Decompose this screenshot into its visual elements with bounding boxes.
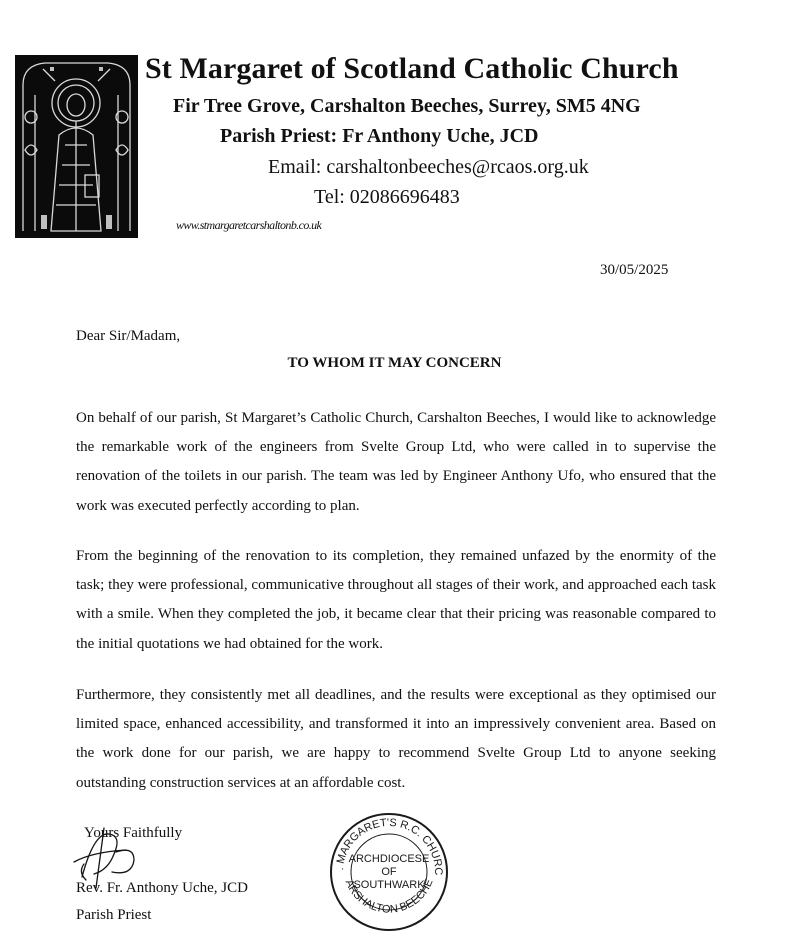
church-email: Email: carshaltonbeeches@rcaos.org.uk [268,156,589,178]
parish-stamp [327,810,451,934]
stamp-top-text: . MARGARET'S R.C. CHURC [334,816,445,876]
stamp-line-1: ARCHDIOCESE [348,853,430,865]
closing: Yours Faithfully [84,825,183,841]
salutation: Dear Sir/Madam, [76,328,181,344]
stained-glass-saint-icon [15,55,138,238]
letter-date: 30/05/2025 [600,262,669,278]
church-telephone: Tel: 02086696483 [314,186,460,208]
church-name: St Margaret of Scotland Catholic Church [145,52,679,85]
body-paragraph-2: From the beginning of the renovation to its completion, they remained unfazed by the enormity of the task; they were professional, communicative throughout all stages of their work, and approached each task with a smile. When they completed the job, it became clear that their pricing was reasonable compared to the initial quotations we had obtained for the work. [76,548,716,652]
letter-subject: TO WHOM IT MAY CONCERN [287,355,502,371]
stamp-bottom-text: ARSHALTON BEECHE [342,877,436,916]
signer-role: Parish Priest [76,907,152,923]
body-paragraph-1: On behalf of our parish, St Margaret’s Catholic Church, Carshalton Beeches, I would like to acknowledge the remarkable work of the engineers from Svelte Group Ltd, who were called in to supervise the renovation of the toilets in our parish. The team was led by Engineer Anthony Ufo, who ensured that the work was executed perfectly according to plan. [76,410,716,514]
body-paragraph-3: Furthermore, they consistently met all deadlines, and the results were exceptional as they optimised our limited space, enhanced accessibility, and transformed it into an impressively convenient area. Based on the work done for our parish, we are happy to recommend Svelte Group Ltd to anyone seeking outstanding construction services at an affordable cost. [76,687,716,791]
stamp-line-3: SOUTHWARK [353,879,425,891]
church-address: Fir Tree Grove, Carshalton Beeches, Surrey, SM5 4NG [173,95,641,117]
signer-name: Rev. Fr. Anthony Uche, JCD [76,880,248,896]
stamp-line-2: OF [381,866,397,878]
parish-priest-line: Parish Priest: Fr Anthony Uche, JCD [220,125,539,147]
church-website: www.stmargaretcarshaltonb.co.uk [176,218,322,232]
